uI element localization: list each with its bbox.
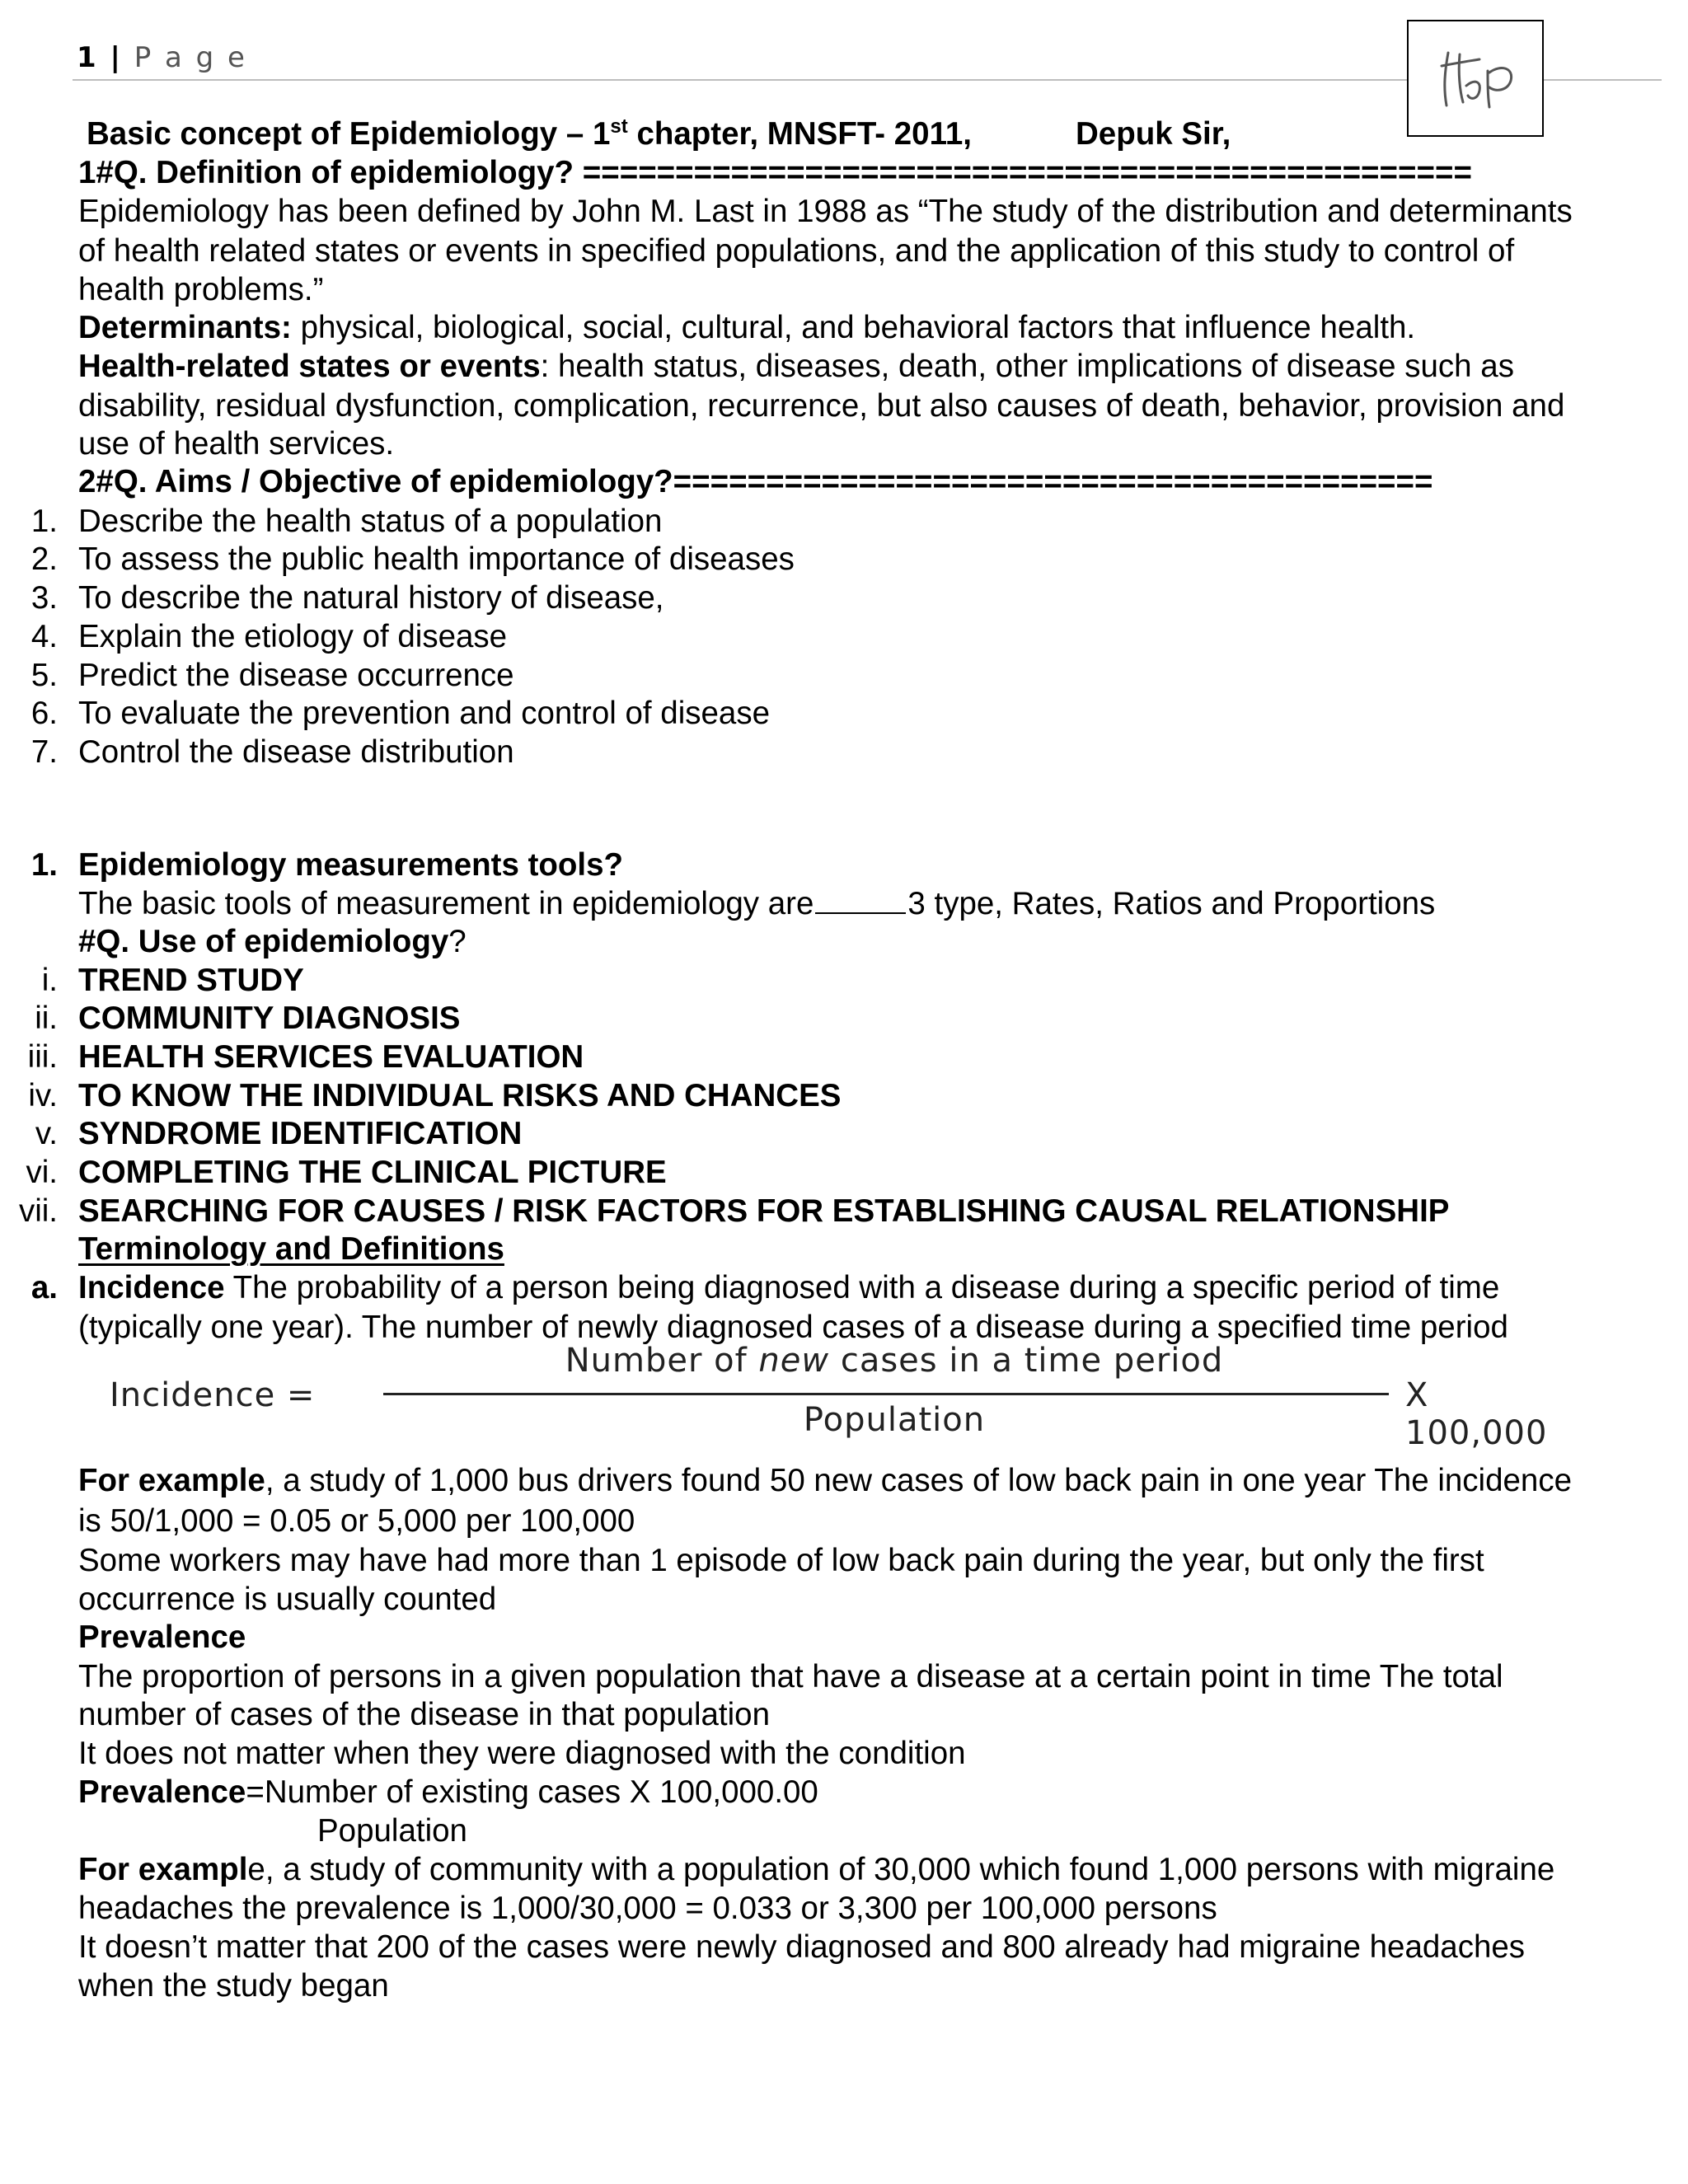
list-number: 3. [30, 580, 58, 616]
formula-denominator: Population [803, 1401, 986, 1439]
prevalence-formula-denominator: Population [317, 1813, 467, 1849]
letter-number: a. [30, 1270, 58, 1305]
prevalence-line: The proportion of persons in a given population that have a disease at a certain point in time The total [78, 1659, 1503, 1694]
prevalence-example-line: For example, a study of community with a population of 30,000 which found 1,000 persons with migraine [78, 1852, 1555, 1887]
incidence-note-line: occurrence is usually counted [78, 1582, 497, 1617]
formula-numerator: Number of new cases in a time period [565, 1342, 1224, 1380]
use-item: TO KNOW THE INDIVIDUAL RISKS AND CHANCES [78, 1078, 842, 1113]
use-item: HEALTH SERVICES EVALUATION [78, 1039, 584, 1075]
prevalence-line: It does not matter when they were diagnosed with the condition [78, 1736, 966, 1771]
list-item: To assess the public health importance of diseases [78, 541, 795, 577]
q2-heading: 2#Q. Aims / Objective of epidemiology?========================================= [78, 464, 1433, 499]
hrse-line: Health-related states or events: health status, diseases, death, other implications of disease such as [78, 349, 1514, 384]
determinants-line: Determinants: physical, biological, social, cultural, and behavioral factors that influence health. [78, 310, 1416, 345]
tools-heading: Epidemiology measurements tools? [78, 847, 624, 883]
hrse-body-line: use of health services. [78, 426, 395, 462]
list-item: Predict the disease occurrence [78, 658, 514, 693]
list-number: 2. [30, 541, 58, 577]
incidence-line: (typically one year). The number of newly diagnosed cases of a disease during a specified time period [78, 1310, 1508, 1345]
incidence-line: Incidence The probability of a person being diagnosed with a disease during a specific period of time [78, 1270, 1500, 1305]
roman-number: v. [35, 1116, 58, 1151]
list-item: To describe the natural history of disease, [78, 580, 664, 616]
use-item: SYNDROME IDENTIFICATION [78, 1116, 523, 1151]
page-separator: | [110, 41, 123, 74]
prevalence-heading: Prevalence [78, 1619, 246, 1655]
use-item: TREND STUDY [78, 963, 304, 998]
list-number: 5. [30, 658, 58, 693]
prevalence-line: number of cases of the disease in that population [78, 1697, 770, 1732]
q1-body-line: of health related states or events in specified populations, and the application of this study to control of [78, 233, 1515, 269]
incidence-example-line: is 50/1,000 = 0.05 or 5,000 per 100,000 [78, 1503, 635, 1539]
roman-number: vi. [26, 1155, 58, 1190]
roman-number: iv. [28, 1078, 58, 1113]
page-header [77, 41, 247, 74]
list-number: 4. [30, 619, 58, 654]
incidence-note-line: Some workers may have had more than 1 episode of low back pain during the year, but only the first [78, 1543, 1484, 1578]
prevalence-note-line: when the study began [78, 1968, 389, 2004]
roman-number: i. [41, 963, 58, 998]
list-item: Control the disease distribution [78, 734, 514, 770]
hrse-body-line: disability, residual dysfunction, complication, recurrence, but also causes of death, behavior, provision and [78, 388, 1565, 424]
roman-number: vii. [18, 1193, 58, 1229]
page-number: 1 [77, 41, 99, 74]
page-word: P a g e [134, 41, 247, 74]
roman-number: iii. [27, 1039, 58, 1075]
use-item: COMPLETING THE CLINICAL PICTURE [78, 1155, 667, 1190]
use-heading: #Q. Use of epidemiology? [78, 924, 467, 959]
roman-number: ii. [35, 1001, 58, 1036]
incidence-formula [110, 1342, 1548, 1452]
use-item: COMMUNITY DIAGNOSIS [78, 1001, 461, 1036]
prevalence-example-line: headaches the prevalence is 1,000/30,000 = 0.033 or 3,300 per 100,000 persons [78, 1891, 1217, 1926]
list-item: To evaluate the prevention and control of disease [78, 696, 771, 731]
q1-body-line: health problems.” [78, 272, 324, 307]
formula-lhs: Incidence = [110, 1376, 316, 1414]
terminology-heading: Terminology and Definitions [78, 1231, 504, 1267]
tools-line: The basic tools of measurement in epidemiology are 3 type, Rates, Ratios and Proportions [78, 886, 1436, 921]
document-title: Basic concept of Epidemiology – 1st chapter, MNSFT- 2011, [87, 115, 972, 152]
incidence-example-line: For example, a study of 1,000 bus drivers found 50 new cases of low back pain in one year The incidence [78, 1463, 1572, 1498]
list-item: Explain the etiology of disease [78, 619, 508, 654]
tools-number: 1. [30, 847, 58, 883]
list-item: Describe the health status of a population [78, 504, 663, 539]
document-author: Depuk Sir, [1076, 116, 1231, 152]
q1-heading: 1#Q. Definition of epidemiology? ================================================ [78, 155, 1472, 190]
signature-scribble [1409, 21, 1545, 138]
q1-body-line: Epidemiology has been defined by John M. Last in 1988 as “The study of the distribution and determinants [78, 194, 1573, 229]
list-number: 1. [30, 504, 58, 539]
prevalence-formula: Prevalence=Number of existing cases X 100,000.00 [78, 1774, 818, 1810]
prevalence-note-line: It doesn’t matter that 200 of the cases were newly diagnosed and 800 already had migraine headaches [78, 1929, 1526, 1965]
fill-blank [815, 888, 906, 914]
fraction-bar [383, 1393, 1389, 1395]
formula-multiplier: X 100,000 [1405, 1376, 1548, 1452]
list-number: 6. [30, 696, 58, 731]
signature-stamp [1407, 20, 1544, 137]
list-number: 7. [30, 734, 58, 770]
use-item: SEARCHING FOR CAUSES / RISK FACTORS FOR ESTABLISHING CAUSAL RELATIONSHIP [78, 1193, 1450, 1229]
